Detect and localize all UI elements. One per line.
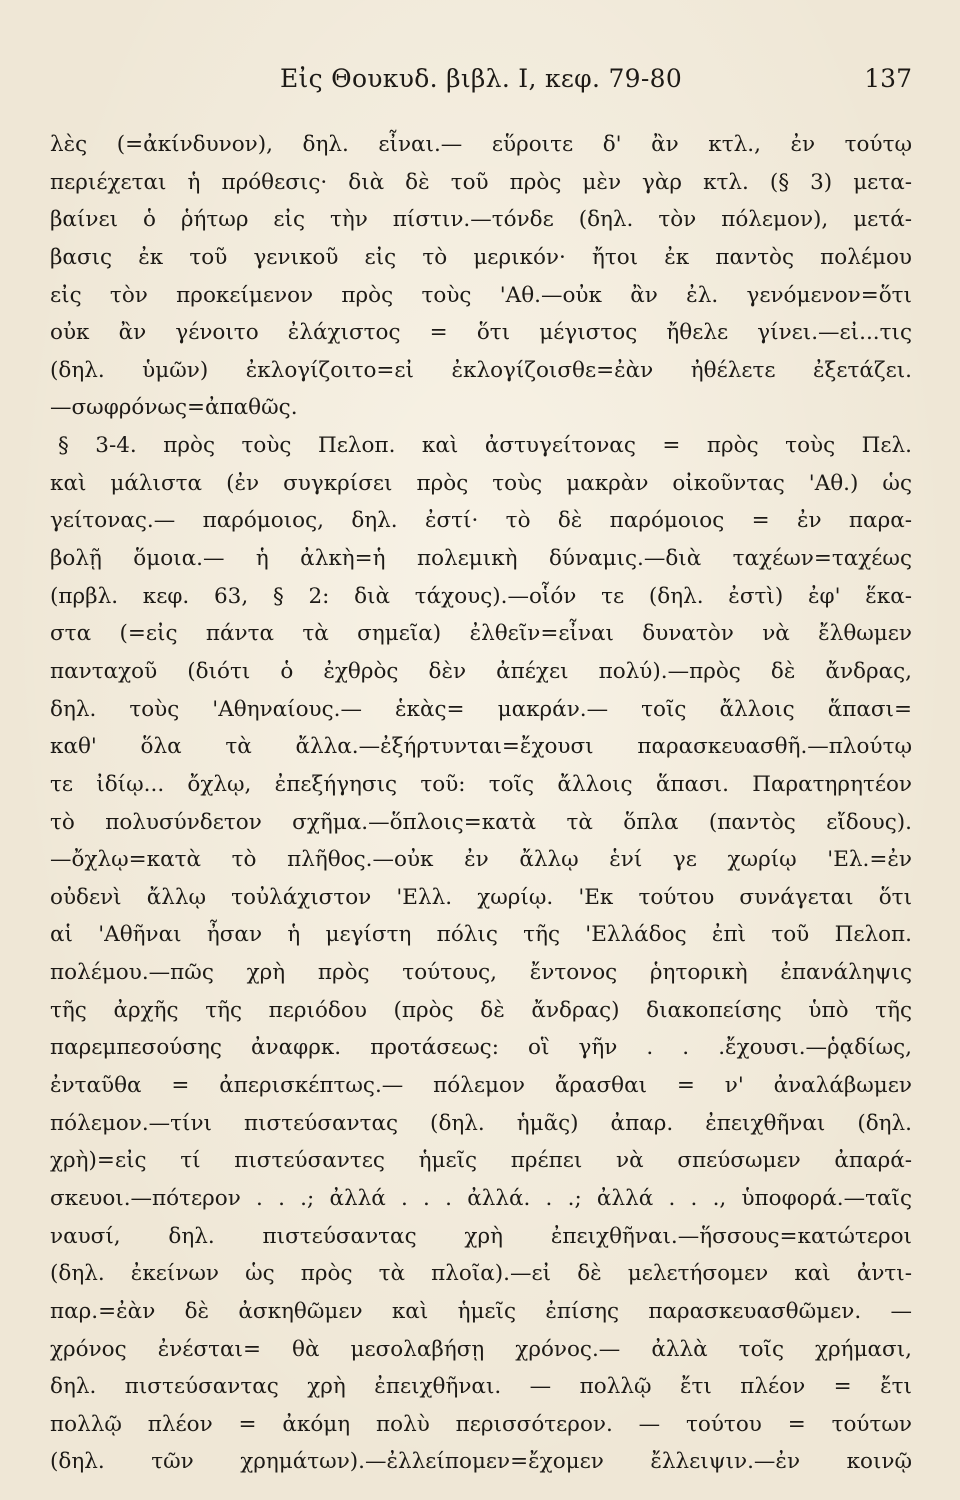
text-line: καθ' ὅλα τὰ ἄλλα.—ἐξήρτυνται=ἔχουσι παρασκευασθῆ.—πλούτῳ: [50, 734, 912, 760]
text-line: αἱ 'Αθῆναι ἦσαν ἡ μεγίστη πόλις τῆς 'Ελλάδος ἐπὶ τοῦ Πελοπ.: [50, 922, 912, 948]
page-header: [50, 64, 912, 104]
running-title: Εἰς Θουκυδ. βιβλ. Ι, κεφ. 79-80: [279, 64, 683, 93]
text-line: σκευοι.—πότερον . . .; ἀλλά . . . ἀλλά. . .; ἀλλά . . ., ὑποφορά.—ταῖς: [50, 1185, 912, 1211]
text-line: (δηλ. ἐκείνων ὡς πρὸς τὰ πλοῖα).—εἰ δὲ μελετήσομεν καὶ ἀντι-: [50, 1261, 912, 1287]
text-line: παρ.=ἐὰν δὲ ἀσκηθῶμεν καὶ ἡμεῖς ἐπίσης παρασκευασθῶμεν. —: [50, 1298, 912, 1324]
text-line: οὐκ ἂν γένοιτο ἐλάχιστος = ὅτι μέγιστος ἤθελε γίνει.—εἰ...τις: [50, 320, 912, 346]
text-line: οὐδενὶ ἄλλῳ τοὐλάχιστον 'Ελλ. χωρίῳ. 'Εκ τούτου συνάγεται ὅτι: [50, 884, 912, 910]
text-line: βαίνει ὁ ῥήτωρ εἰς τὴν πίστιν.—τόνδε (δηλ. τὸν πόλεμον), μετά-: [50, 207, 912, 233]
text-line: τῆς ἀρχῆς τῆς περιόδου (πρὸς δὲ ἄνδρας) διακοπείσης ὑπὸ τῆς: [50, 997, 912, 1023]
text-line: πανταχοῦ (διότι ὁ ἐχθρὸς δὲν ἀπέχει πολύ).—πρὸς δὲ ἄνδρας,: [50, 658, 912, 684]
commentary-text: [50, 126, 912, 1481]
text-line: πόλεμον.—τίνι πιστεύσαντας (δηλ. ἡμᾶς) ἀπαρ. ἐπειχθῆναι (δηλ.: [50, 1110, 912, 1136]
page-number: 137: [864, 64, 912, 93]
text-line: γείτονας.— παρόμοιος, δηλ. ἐστί· τὸ δὲ παρόμοιος = ἐν παρα-: [50, 508, 912, 534]
text-line: (δηλ. τῶν χρημάτων).—ἐλλείπομεν=ἔχομεν ἔλλειψιν.—ἐν κοινῷ: [50, 1449, 912, 1475]
text-line: (πρβλ. κεφ. 63, § 2: διὰ τάχους).—οἷόν τε (δηλ. ἐστὶ) ἐφ' ἕκα-: [50, 583, 912, 609]
text-line: βασις ἐκ τοῦ γενικοῦ εἰς τὸ μερικόν· ἤτοι ἐκ παντὸς πολέμου: [50, 244, 912, 270]
text-line: χρόνος ἐνέσται= θὰ μεσολαβήσῃ χρόνος.— ἀλλὰ τοῖς χρήμασι,: [50, 1336, 912, 1362]
text-line: (δηλ. ὑμῶν) ἐκλογίζοιτο=εἰ ἐκλογίζοισθε=ἐὰν ἠθέλετε ἐξετάζει.: [50, 357, 912, 383]
text-line: πολέμου.—πῶς χρὴ πρὸς τούτους, ἔντονος ῥητορικὴ ἐπανάληψις: [50, 960, 912, 986]
text-line: § 3-4. πρὸς τοὺς Πελοπ. καὶ ἀστυγείτονας = πρὸς τοὺς Πελ.: [58, 433, 912, 459]
text-line: —ὄχλῳ=κατὰ τὸ πλῆθος.—οὐκ ἐν ἄλλῳ ἑνί γε χωρίῳ 'Ελ.=ἐν: [50, 847, 912, 873]
text-line: πολλῷ πλέον = ἀκόμη πολὺ περισσότερον. — τούτου = τούτων: [50, 1411, 912, 1437]
text-line: τὸ πολυσύνδετον σχῆμα.—ὅπλοις=κατὰ τὰ ὅπλα (παντὸς εἴδους).: [50, 809, 912, 835]
text-line: τε ἰδίῳ... ὄχλῳ, ἐπεξήγησις τοῦ: τοῖς ἄλλοις ἅπασι. Παρατηρητέον: [50, 771, 912, 797]
text-line: στα (=εἰς πάντα τὰ σημεῖα) ἐλθεῖν=εἶναι δυνατὸν νὰ ἔλθωμεν: [50, 621, 912, 647]
text-line: ναυσί, δηλ. πιστεύσαντας χρὴ ἐπειχθῆναι.—ἥσσους=κατώτεροι: [50, 1223, 912, 1249]
text-line: περιέχεται ἡ πρόθεσις· διὰ δὲ τοῦ πρὸς μὲν γὰρ κτλ. (§ 3) μετα-: [50, 169, 912, 195]
text-line: δηλ. τοὺς 'Αθηναίους.— ἑκὰς= μακράν.— τοῖς ἄλλοις ἅπασι=: [50, 696, 912, 722]
text-line: εἰς τὸν προκείμενον πρὸς τοὺς 'Αθ.—οὐκ ἂν ἐλ. γενόμενον=ὅτι: [50, 282, 912, 308]
text-line: παρεμπεσούσης ἀναφρκ. προτάσεως: οἳ γῆν . . .ἔχουσι.—ῥᾳδίως,: [50, 1035, 912, 1061]
text-line: δηλ. πιστεύσαντας χρὴ ἐπειχθῆναι. — πολλῷ ἔτι πλέον = ἔτι: [50, 1374, 912, 1400]
text-line: χρὴ)=εἰς τί πιστεύσαντες ἡμεῖς πρέπει νὰ σπεύσωμεν ἀπαρά-: [50, 1148, 912, 1174]
text-line: ἐνταῦθα = ἀπερισκέπτως.— πόλεμον ἄρασθαι = ν' ἀναλάβωμεν: [50, 1073, 912, 1099]
text-line: —σωφρόνως=ἀπαθῶς.: [50, 395, 298, 421]
text-line: καὶ μάλιστα (ἐν συγκρίσει πρὸς τοὺς μακρὰν οἰκοῦντας 'Αθ.) ὡς: [50, 470, 912, 496]
text-line: βολῇ ὅμοια.— ἡ ἀλκὴ=ἡ πολεμικὴ δύναμις.—διὰ ταχέων=ταχέως: [50, 546, 912, 572]
text-line: λὲς (=ἀκίνδυνον), δηλ. εἶναι.— εὕροιτε δ' ἂν κτλ., ἐν τούτῳ: [50, 132, 912, 157]
